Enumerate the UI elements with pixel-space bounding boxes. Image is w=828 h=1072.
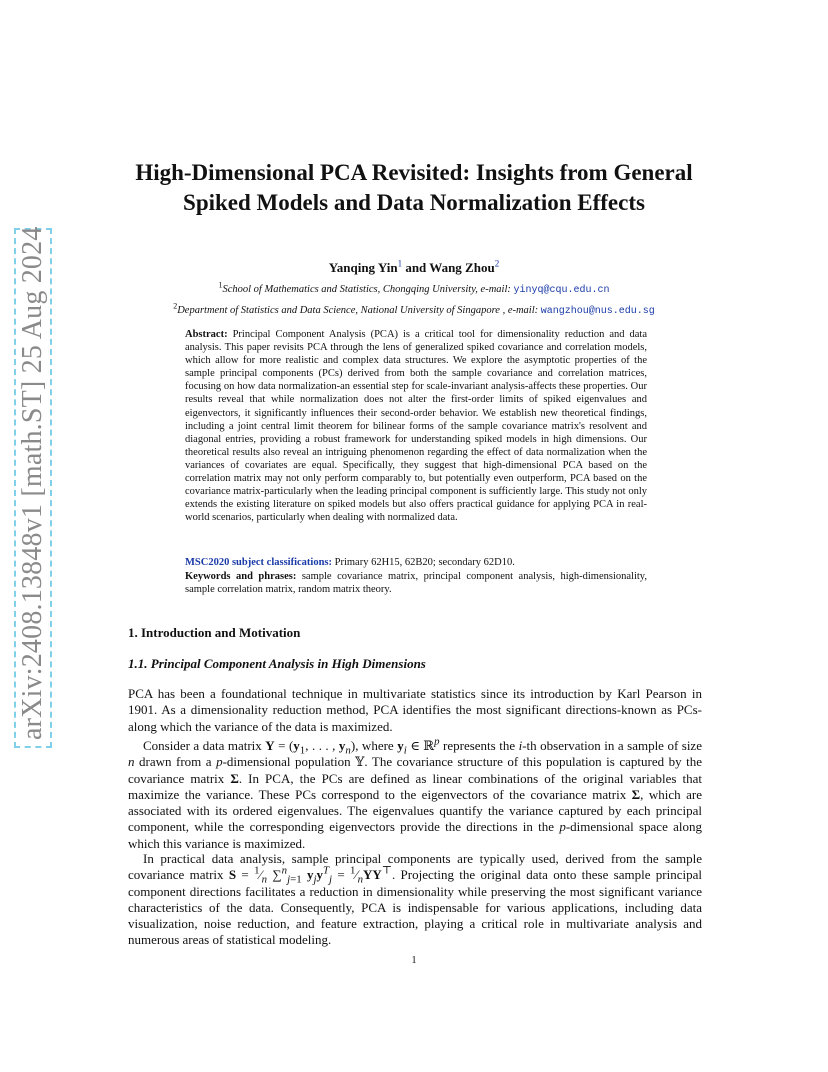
p2-text: , where bbox=[355, 738, 398, 753]
affiliation-2-mark: 2 bbox=[173, 301, 178, 311]
affiliation-1 bbox=[110, 280, 718, 296]
abstract bbox=[185, 328, 647, 524]
abstract-text: Principal Component Analysis (PCA) is a critical tool for dimensionality reduction and data analysis. This paper revisits PCA through the lens of generalized spiked covariance and correlation models, which allow for more realistic and complex data structures. We explore the asymptotic properties of the sample principal components (PCs) derived from both the sample covariance and correlation matrices, focusing on how data normalization-an essential step for scale-invariant analysis-affects these properties. Our results reveal that while normalization does not alter the first-order limits of spiked eigenvalues and eigenvectors, it significantly influences their second-order behavior. We establish new theoretical findings, including a joint central limit theorem for bilinear forms of the sample covariance matrix's resolvent and diagonal entries, providing a robust framework for understanding spiked models in high dimensions. Our theoretical results also reveal an intriguing phenomenon regarding the effect of data normalization when the variances of covariates are equal. Specifically, they suggest that high-dimensional PCA based on the correlation matrix may not only perform comparably to, but potentially even outperform, PCA based on the covariance matrix-particularly when the leading principal component is sufficiently large. This study not only extends the existing literature on spiked models but also offers practical guidance for applying PCA in real-world scenarios, particularly when dealing with normalized data. bbox=[185, 329, 647, 524]
p3-text: . Projecting the original data onto these sample principal component directions facilitates a reduction in dimensionality while preserving the most significant variance characteristics of the data. Consequently, PCA is indispensable for various applications, including data visualization, noise reduction, and feature extraction, playing a critical role in multivariate analysis and numerous areas of statistical modeling. bbox=[128, 867, 702, 948]
math-data-matrix: $Y = (y_1$, . . . , $y_n$) bbox=[265, 738, 356, 757]
keywords-text: sample covariance matrix, principal component analysis, high-dimensionality, sample correlation matrix, random matrix theory. bbox=[185, 571, 647, 595]
p2-text: , which are associated with its ordered eigenvalues. The eigenvalues quantify the variance captured by each principal component, while the corresponding eigenvectors provide the directions in the bbox=[128, 786, 703, 835]
p2-text: -th observation in a sample of size bbox=[522, 738, 702, 753]
math-p: p bbox=[216, 754, 223, 770]
math-population: 𝕐 bbox=[355, 754, 365, 770]
page-number: 1 bbox=[411, 955, 417, 966]
p3-text: In practical data analysis, sample principal components are typically used, derived from the sample covariance matrix bbox=[128, 851, 702, 883]
keywords-label: Keywords and phrases: bbox=[185, 571, 297, 582]
abstract-label: Abstract: bbox=[185, 329, 228, 340]
p2-text: represents the bbox=[439, 738, 519, 753]
msc-text: Primary 62H15, 62B20; secondary 62D10. bbox=[332, 557, 515, 568]
math-i: i bbox=[518, 738, 523, 753]
subsection-heading: 1.1. Principal Component Analysis in High Dimensions bbox=[128, 656, 426, 671]
paragraph-2 bbox=[128, 735, 703, 852]
affiliation-mark-2[interactable]: 2 bbox=[494, 258, 500, 269]
p2-text: drawn from a bbox=[134, 754, 217, 770]
arxiv-stamp[interactable] bbox=[14, 228, 52, 748]
affiliation-2-email[interactable]: wangzhou@nus.edu.sg bbox=[540, 306, 655, 317]
p2-text: -dimensional space along which this variance is maximized. bbox=[128, 819, 702, 851]
affiliation-1-mark: 1 bbox=[218, 280, 223, 290]
affiliation-mark-1[interactable]: 1 bbox=[397, 258, 403, 269]
affiliation-2 bbox=[110, 301, 718, 317]
p2-text: . In PCA, the PCs are defined as linear combinations of the original variables that maximize the variance. These PCs correspond to the eigenvectors of the covariance matrix bbox=[128, 770, 702, 802]
math-n: n bbox=[128, 754, 135, 770]
paragraph-3 bbox=[128, 851, 702, 949]
affiliation-1-email[interactable]: yinyq@cqu.edu.cn bbox=[513, 285, 610, 296]
paragraph-1: PCA has been a foundational technique in multivariate statistics since its introduction by Karl Pearson in 1901. As a dimensionality reduction method, PCA identifies the most significant directions-known as PCs-along which the variance of the data is maximized. bbox=[128, 686, 702, 734]
keywords bbox=[185, 570, 647, 596]
arxiv-identifier[interactable]: arXiv:2408.13848v1 [math.ST] 25 Aug 2024 bbox=[17, 226, 48, 740]
msc-label[interactable]: MSC2020 subject classifications: bbox=[185, 557, 332, 568]
math-sample-covariance: $S = ^1⁄_n$ ∑$^n_{j=1}$ $y_jy^T_j$ = $^1⁄_nYY^⊤$ bbox=[228, 864, 392, 886]
author-yin: Yanqing Yin bbox=[328, 260, 398, 275]
math-p: p bbox=[559, 819, 566, 835]
section-heading: 1. Introduction and Motivation bbox=[128, 625, 301, 640]
p2-text: Consider a data matrix bbox=[143, 738, 266, 753]
msc-classifications bbox=[185, 556, 647, 569]
p2-text: . The covariance structure of this population is captured by the covariance matrix bbox=[128, 754, 703, 786]
p2-text: -dimensional population bbox=[222, 754, 356, 770]
author-zhou: Wang Zhou bbox=[429, 260, 495, 275]
affiliation-1-text: School of Mathematics and Statistics, Chongqing University, e-mail: bbox=[222, 284, 514, 295]
paper-title: High-Dimensional PCA Revisited: Insights from General Spiked Models and Data Normalization Effects bbox=[135, 160, 693, 215]
affiliation-2-text: Department of Statistics and Data Science, National University of Singapore , e-mail: bbox=[177, 305, 541, 316]
math-observation: $y_i$ ∈ ℝ$^p$ bbox=[397, 735, 440, 757]
authors-and: and bbox=[402, 260, 430, 275]
authors bbox=[110, 260, 718, 276]
math-sigma: Σ bbox=[631, 786, 641, 802]
math-sigma: Σ bbox=[230, 770, 239, 786]
